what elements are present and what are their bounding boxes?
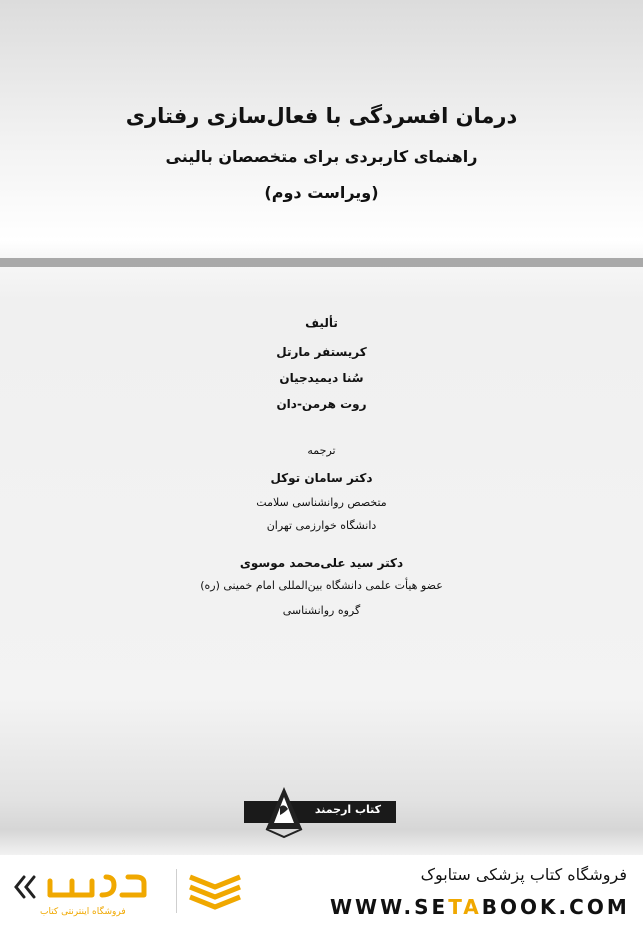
- translator-title: عضو هیأت علمی دانشگاه بین‌المللی امام خمینی (ره): [200, 579, 443, 592]
- footer-divider: [176, 869, 177, 913]
- url-highlight: TA: [448, 895, 482, 919]
- publisher-label: کتاب ارجمند: [314, 803, 382, 816]
- url-part: WWW.SE: [330, 895, 449, 919]
- translation-heading: ترجمه: [307, 444, 336, 457]
- author-name: روت هرمن-دان: [276, 397, 367, 411]
- author-name: سُنا دیمیدجیان: [279, 371, 364, 385]
- authors-heading: تألیف: [305, 316, 338, 330]
- book-subtitle: راهنمای کاربردی برای متخصصان بالینی: [165, 147, 478, 166]
- publisher-logo: [244, 785, 399, 825]
- store-footer: [0, 855, 643, 926]
- translator-affiliation: گروه روانشناسی: [282, 604, 361, 617]
- store-url[interactable]: [330, 895, 630, 919]
- url-part: BOOK.COM: [481, 895, 630, 919]
- translator-name: دکتر سید علی‌محمد موسوی: [239, 556, 404, 570]
- translator-affiliation: دانشگاه خوارزمی تهران: [266, 519, 377, 532]
- translator-title: متخصص روانشناسی سلامت: [256, 496, 387, 509]
- store-name: فروشگاه کتاب پزشکی ستابوک: [420, 865, 627, 884]
- publisher-emblem-icon: [262, 785, 306, 839]
- section-divider: [0, 258, 643, 267]
- brand-subtitle: فروشگاه اینترنتی کتاب: [40, 907, 126, 917]
- setabook-logo-icon: [14, 869, 154, 907]
- book-title: درمان افسردگی با فعال‌سازی رفتاری: [125, 104, 518, 128]
- book-edition: (ویراست دوم): [264, 183, 379, 202]
- author-name: کریستفر مارتل: [276, 345, 367, 359]
- translator-name: دکتر سامان توکل: [270, 471, 373, 485]
- chevrons-icon: [186, 871, 244, 915]
